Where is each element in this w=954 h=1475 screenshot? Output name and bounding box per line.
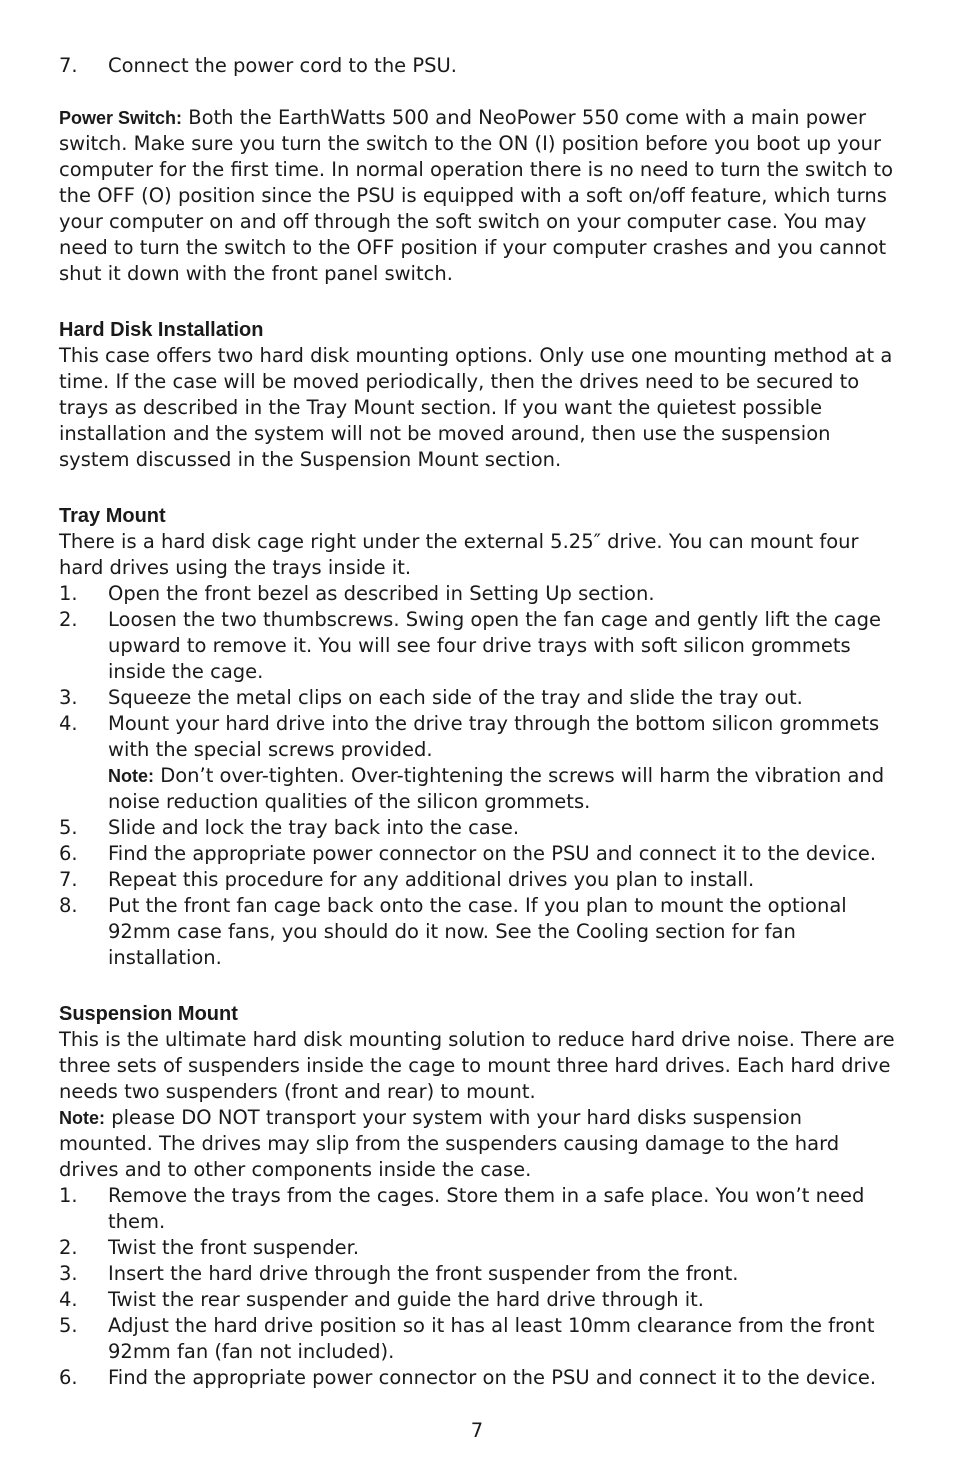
list-item xyxy=(59,815,899,841)
step-number: 8. xyxy=(59,894,78,917)
step-text: Find the appropriate power connector on the PSU and connect it to the device. xyxy=(108,842,877,865)
step-number: 6. xyxy=(59,1366,78,1389)
step-number: 5. xyxy=(59,1314,78,1337)
list-item xyxy=(59,711,899,763)
section-heading-hard-disk: Hard Disk Installation xyxy=(59,319,264,341)
list-item xyxy=(59,53,899,79)
list-item xyxy=(59,1313,899,1365)
manual-page xyxy=(59,53,899,1391)
step-text: Find the appropriate power connector on the PSU and connect it to the device. xyxy=(108,1366,877,1389)
power-switch-label: Power Switch: xyxy=(59,108,183,128)
suspension-mount-intro: This is the ultimate hard disk mounting solution to reduce hard drive noise. There are three sets of suspenders inside the cage to mount three hard drives. Each hard drive needs two suspenders (front and rear) to mount. xyxy=(59,1028,895,1103)
step-text: Repeat this procedure for any additional drives you plan to install. xyxy=(108,868,755,891)
tray-mount-intro: There is a hard disk cage right under the external 5.25″ drive. You can mount four hard drives using the trays inside it. xyxy=(59,530,859,579)
step-number: 6. xyxy=(59,842,78,865)
list-item xyxy=(59,1235,899,1261)
list-item xyxy=(59,1261,899,1287)
suspension-mount-note xyxy=(59,1105,899,1183)
list-item xyxy=(59,893,899,971)
step-text: Remove the trays from the cages. Store them in a safe place. You won’t need them. xyxy=(108,1184,865,1233)
step-number: 1. xyxy=(59,1184,78,1207)
note-text: please DO NOT transport your system with your hard disks suspension mounted. The drives may slip from the suspenders causing damage to the hard drives and to other components inside the case. xyxy=(59,1106,840,1181)
step-number: 7. xyxy=(59,868,78,891)
step-text: Twist the front suspender. xyxy=(108,1236,360,1259)
step-number: 4. xyxy=(59,712,78,735)
list-item xyxy=(59,1287,899,1313)
power-switch-text: Both the EarthWatts 500 and NeoPower 550 come with a main power switch. Make sure you turn the switch to the ON (I) position before you boot up your computer for the first time. In normal operation there is no need to turn the switch to the OFF (O) position since the PSU is equipped with a soft on/off feature, which turns your computer on and off through the soft switch on your computer case. You may need to turn the switch to the OFF position if your computer crashes and you cannot shut it down with the front panel switch. xyxy=(59,106,894,285)
tray-mount-steps xyxy=(59,581,899,971)
step-text: Twist the rear suspender and guide the hard drive through it. xyxy=(108,1288,705,1311)
section-heading-suspension-mount: Suspension Mount xyxy=(59,1003,238,1025)
page-number: 7 xyxy=(470,1419,484,1442)
step-number: 7. xyxy=(59,54,78,77)
list-item xyxy=(59,1365,899,1391)
step-number: 2. xyxy=(59,608,78,631)
step-number: 4. xyxy=(59,1288,78,1311)
step-number: 5. xyxy=(59,816,78,839)
step-number: 1. xyxy=(59,582,78,605)
list-item xyxy=(59,581,899,607)
list-item xyxy=(59,1183,899,1235)
hard-disk-paragraph: This case offers two hard disk mounting options. Only use one mounting method at a time. If the case will be moved periodically, then the drives need to be secured to trays as described in the Tray Mount section. If you want the quietest possible installation and the system will not be moved around, then use the suspension system discussed in the Suspension Mount section. xyxy=(59,344,893,471)
note-text: Don’t over-tighten. Over-tightening the screws will harm the vibration and noise reduction qualities of the silicon grommets. xyxy=(108,764,885,813)
list-item xyxy=(59,685,899,711)
list-item xyxy=(59,867,899,893)
tray-mount-note xyxy=(59,763,899,815)
list-item xyxy=(59,607,899,685)
list-item xyxy=(59,841,899,867)
section-heading-tray-mount: Tray Mount xyxy=(59,505,166,527)
step-text: Mount your hard drive into the drive tray through the bottom silicon grommets with the special screws provided. xyxy=(108,712,880,761)
step-number: 3. xyxy=(59,686,78,709)
step-text: Adjust the hard drive position so it has al least 10mm clearance from the front 92mm fan (fan not included). xyxy=(108,1314,875,1363)
step-text: Slide and lock the tray back into the case. xyxy=(108,816,520,839)
power-switch-paragraph xyxy=(59,105,899,287)
suspension-mount-steps xyxy=(59,1183,899,1391)
step-number: 2. xyxy=(59,1236,78,1259)
step-text: Loosen the two thumbscrews. Swing open the fan cage and gently lift the cage upward to remove it. You will see four drive trays with soft silicon grommets inside the cage. xyxy=(108,608,881,683)
step-text: Connect the power cord to the PSU. xyxy=(108,54,457,77)
step-number: 3. xyxy=(59,1262,78,1285)
note-label: Note: xyxy=(59,1108,105,1128)
step-text: Open the front bezel as described in Setting Up section. xyxy=(108,582,655,605)
note-label: Note: xyxy=(108,766,154,786)
step-text: Insert the hard drive through the front suspender from the front. xyxy=(108,1262,739,1285)
step-text: Squeeze the metal clips on each side of the tray and slide the tray out. xyxy=(108,686,803,709)
step-text: Put the front fan cage back onto the case. If you plan to mount the optional 92mm case fans, you should do it now. See the Cooling section for fan installation. xyxy=(108,894,847,969)
